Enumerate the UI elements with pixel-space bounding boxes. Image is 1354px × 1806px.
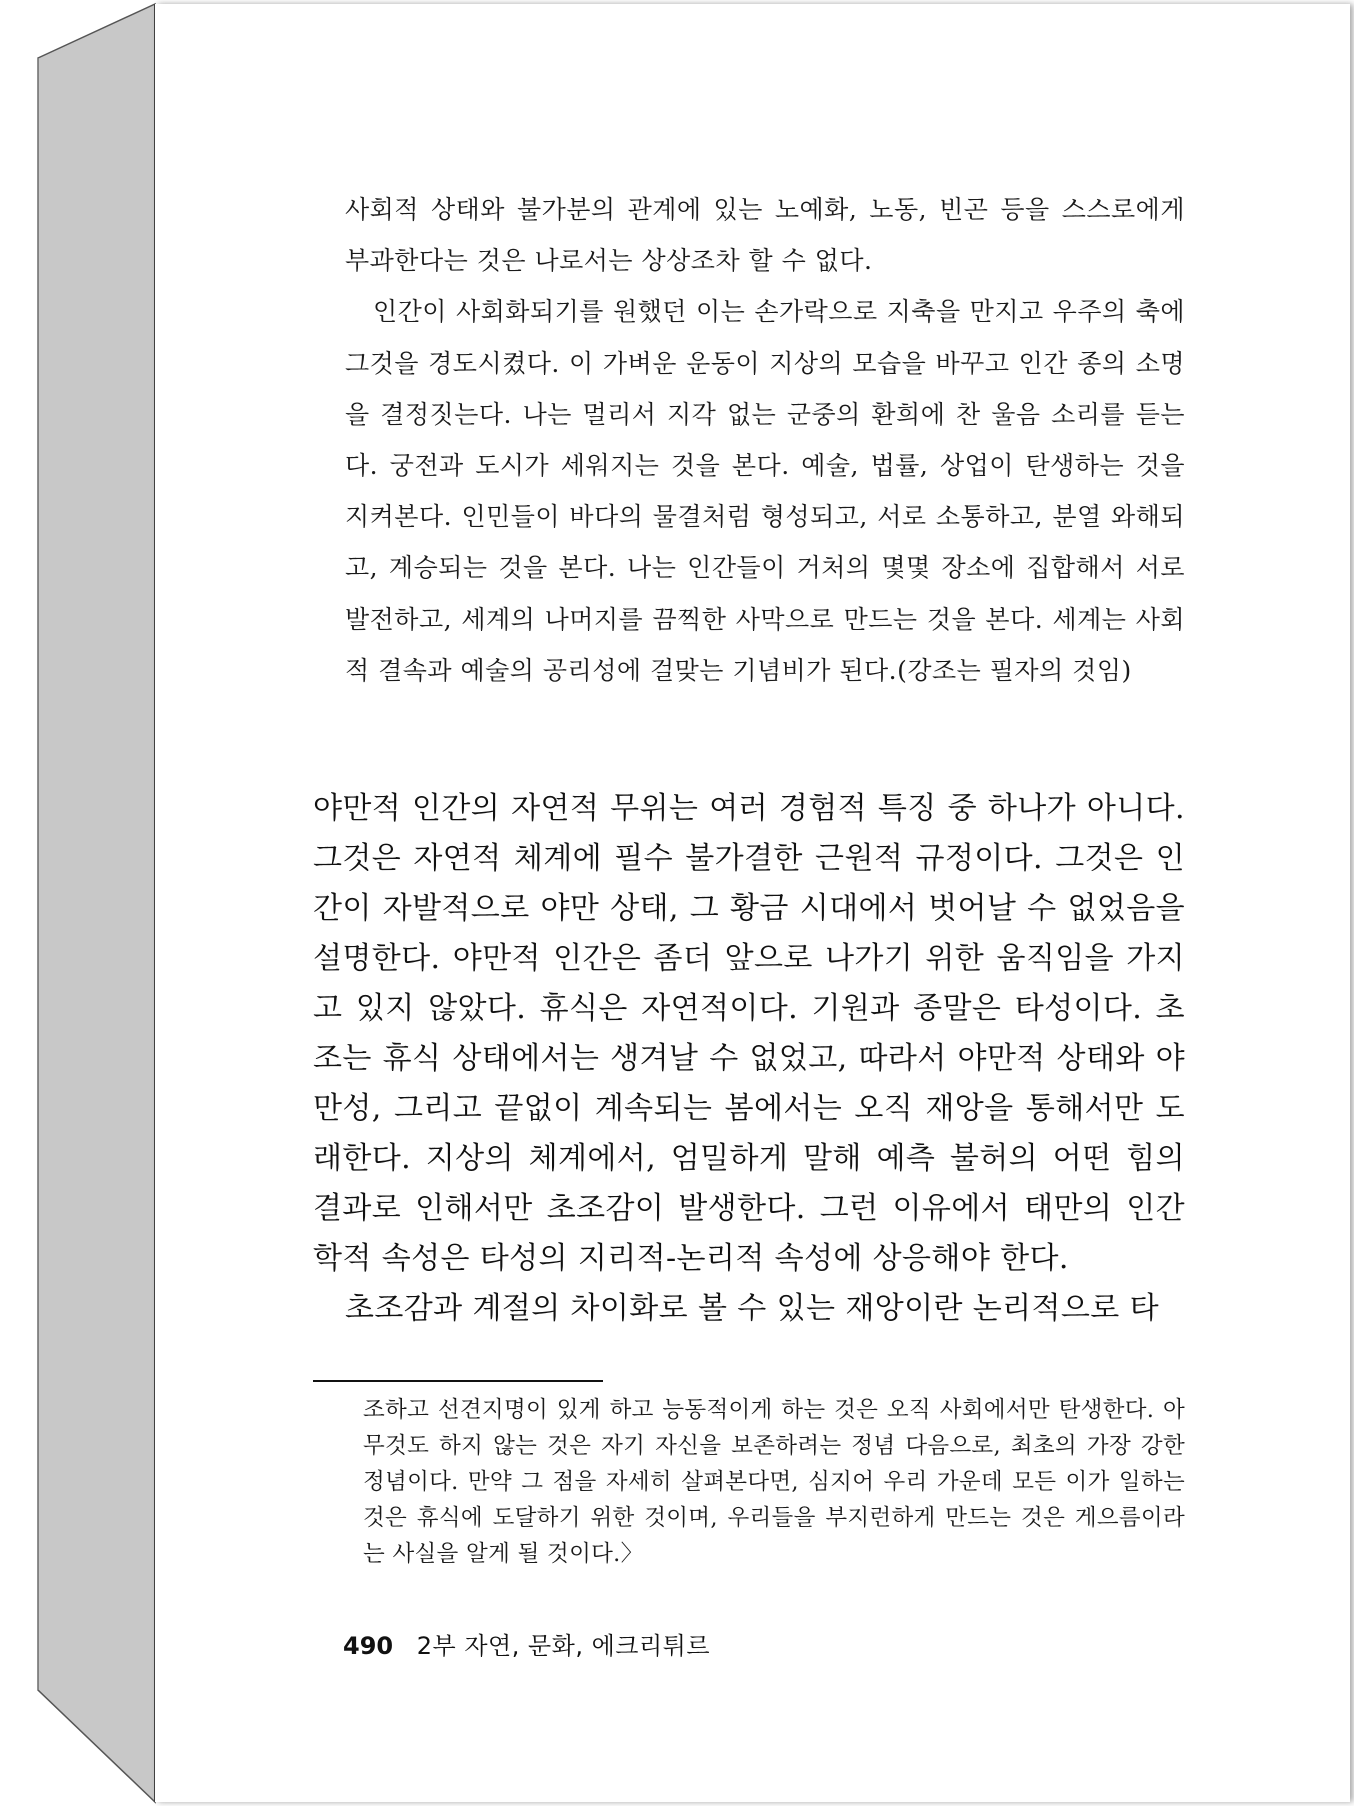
footnote xyxy=(363,1392,1185,1572)
quote-paragraph-2: 인간이 사회화되기를 원했던 이는 손가락으로 지축을 만지고 우주의 축에 그것을 경도시켰다. 이 가벼운 운동이 지상의 모습을 바꾸고 인간 종의 소명을 결정짓는다. 나는 멀리서 지각 없는 군중의 환희에 찬 울음 소리를 듣는다. 궁전과 도시가 세워지는 것을 본다. 예술, 법률, 상업이 탄생하는 것을 지켜본다. 인민들이 바다의 물결처럼 형성되고, 서로 소통하고, 분열 와해되고, 계승되는 것을 본다. 나는 인간들이 거처의 몇몇 장소에 집합해서 서로 발전하고, 세계의 나머지를 끔찍한 사막으로 만드는 것을 본다. 세계는 사회적 결속과 예술의 공리성에 걸맞는 기념비가 된다.(강조는 필자의 것임) xyxy=(345,297,1185,685)
running-head: 2부 자연, 문화, 에크리튀르 xyxy=(416,1632,711,1660)
page-footer xyxy=(343,1626,710,1661)
body-paragraph-1: 야만적 인간의 자연적 무위는 여러 경험적 특징 중 하나가 아니다. 그것은 자연적 체계에 필수 불가결한 근원적 규정이다. 그것은 인간이 자발적으로 야만 상태, 그 황금 시대에서 벗어날 수 없었음을 설명한다. 야만적 인간은 좀더 앞으로 나가기 위한 움직임을 가지고 있지 않았다. 휴식은 자연적이다. 기원과 종말은 타성이다. 초조는 휴식 상태에서는 생겨날 수 없었고, 따라서 야만적 상태와 야만성, 그리고 끝없이 계속되는 봄에서는 오직 재앙을 통해서만 도래한다. 지상의 체계에서, 엄밀하게 말해 예측 불허의 어떤 힘의 결과로 인해서만 초조감이 발생한다. 그런 이유에서 태만의 인간학적 속성은 타성의 지리적-논리적 속성에 상응해야 한다. xyxy=(313,791,1185,1276)
book-spine xyxy=(0,0,160,1806)
quote-paragraph-1: 사회적 상태와 불가분의 관계에 있는 노예화, 노동, 빈곤 등을 스스로에게 부과한다는 것은 나로서는 상상조차 할 수 없다. xyxy=(345,195,1185,276)
footnote-divider xyxy=(313,1380,603,1382)
book-page xyxy=(155,4,1350,1802)
block-quote xyxy=(345,184,1185,696)
page-number: 490 xyxy=(343,1632,394,1660)
footnote-text: 조하고 선견지명이 있게 하고 능동적이게 하는 것은 오직 사회에서만 탄생한다. 아무것도 하지 않는 것은 자기 자신을 보존하려는 정념 다음으로, 최초의 가장 강한 정념이다. 만약 그 점을 자세히 살펴본다면, 심지어 우리 가운데 모든 이가 일하는 것은 휴식에 도달하기 위한 것이며, 우리들을 부지런하게 만드는 것은 게으름이라는 사실을 알게 될 것이다.〉 xyxy=(363,1397,1185,1567)
body-text xyxy=(313,784,1185,1334)
body-paragraph-2: 초조감과 계절의 차이화로 볼 수 있는 재앙이란 논리적으로 타 xyxy=(345,1291,1159,1326)
